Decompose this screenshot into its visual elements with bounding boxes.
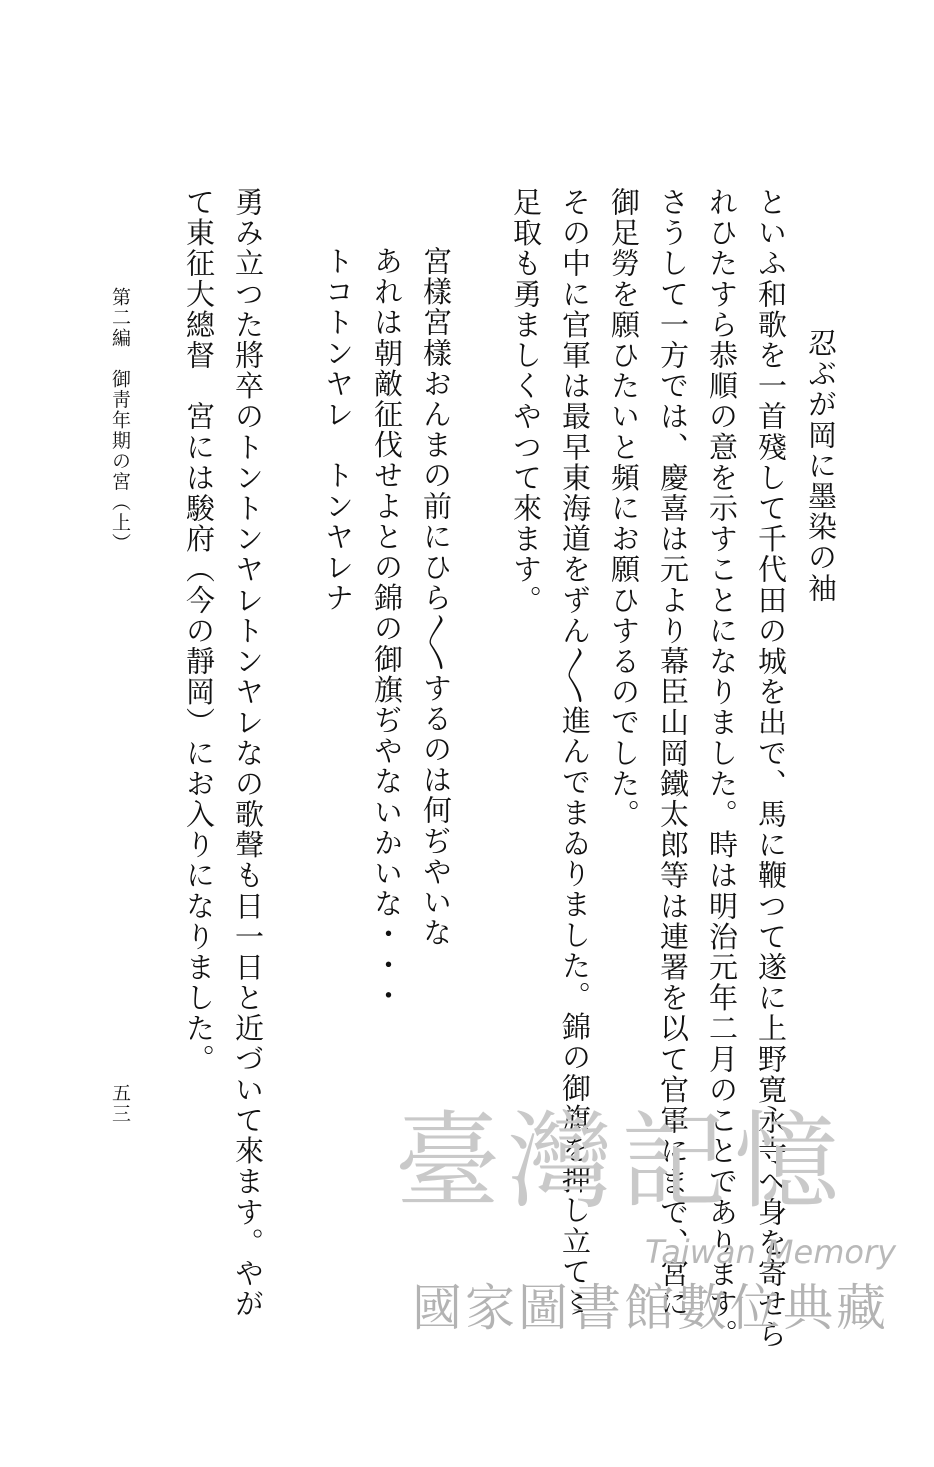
watermark-subtitle: Taiwan Memory: [645, 1233, 897, 1271]
text-line-3: れひたすら恭順の意を示すことになりました。時は明治元年二月のことであります。: [705, 187, 739, 1350]
text-line-1: 忍ぶが岡に墨染の袖: [804, 328, 838, 604]
text-line-5: 御足勞を願ひたいと頻にお願ひするのでした。: [607, 187, 641, 830]
text-line-8: 宮樣宮樣おんまの前にひら〳〵するのは何ぢやいな: [419, 246, 453, 949]
text-line-2: といふ和歌を一首殘して千代田の城を出で、馬に鞭つて遂に上野寛永寺へ身を寄せら: [754, 187, 788, 1350]
text-line-12: て東征大總督 宮には駿府（今の靜岡）にお入りになりました。: [182, 187, 216, 1075]
running-header: 第二編 御靑年期の宮（上）: [109, 287, 131, 554]
text-line-7: 足取も勇ましくやつて來ます。: [509, 187, 543, 616]
watermark-organization: 國家圖書館數位典藏: [412, 1279, 889, 1337]
page-number: 五三: [109, 1083, 131, 1124]
text-line-6: その中に官軍は最早東海道をずん〳〵進んでまゐりました。錦の御旗を押し立て〻: [558, 187, 592, 1318]
text-line-10: トコトンヤレ トンヤレナ: [321, 246, 355, 614]
text-line-11: 勇み立つた將卒のトントンヤレトンヤレなの歌聲も日一日と近づいて來ます。やが: [231, 187, 265, 1320]
text-line-4: さうして一方では、慶喜は元より幕臣山岡鐵太郎等は連署を以て官軍にまで、宮に: [656, 187, 690, 1320]
watermark-logo: 臺灣記憶: [395, 1101, 848, 1223]
text-line-9: あれは朝敵征伐せよとの錦の御旗ぢやないかいな・・・: [370, 246, 404, 1011]
